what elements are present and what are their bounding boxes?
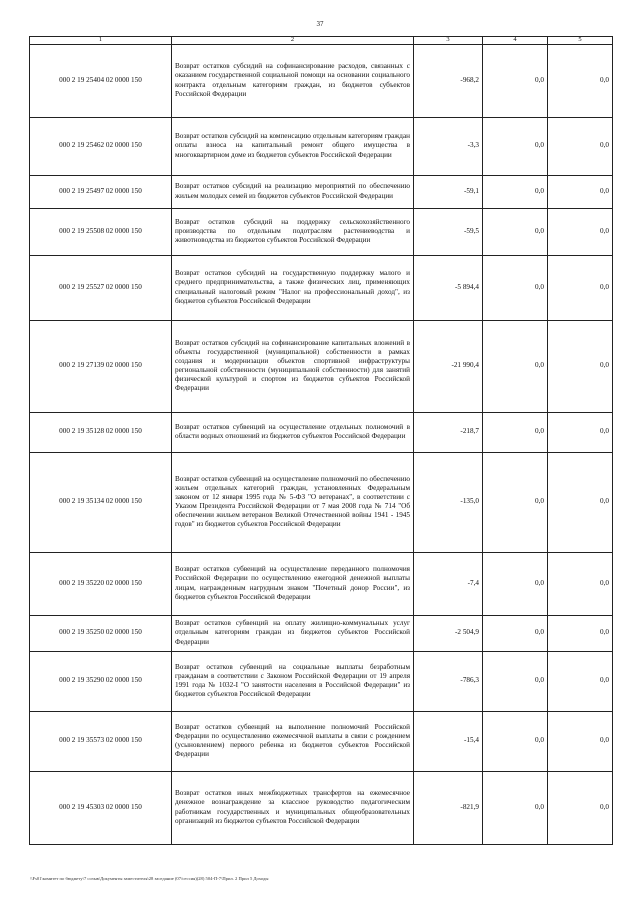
budget-code-cell: 000 2 19 25404 02 0000 150: [30, 44, 172, 117]
header-cell: 3: [414, 37, 483, 45]
amount-col3-cell: -786,3: [414, 651, 483, 711]
table-row: [30, 117, 613, 175]
description-cell: Возврат остатков субвенций на социальные выплаты безработным гражданам в соответствии с Законом Российской Федерации от 19 апреля 1991 года № 1032-I "О занятости населения в Российской Федерации" из бюджетов субъектов Российской Федерации: [172, 651, 414, 711]
amount-col3-cell: -7,4: [414, 552, 483, 615]
amount-col5-cell: 0,0: [548, 552, 613, 615]
table-row: [30, 412, 613, 452]
amount-col4-cell: 0,0: [483, 412, 548, 452]
budget-code-cell: 000 2 19 27139 02 0000 150: [30, 320, 172, 412]
revenue-table: [29, 36, 613, 845]
header-cell: 5: [548, 37, 613, 45]
amount-col5-cell: 0,0: [548, 452, 613, 552]
budget-code-cell: 000 2 19 25497 02 0000 150: [30, 175, 172, 208]
amount-col3-cell: -968,2: [414, 44, 483, 117]
amount-col5-cell: 0,0: [548, 175, 613, 208]
amount-col4-cell: 0,0: [483, 452, 548, 552]
footer-file-path: \\Fs01\комитет по бюджету\7 созыв\Документы заместителя\28 заседание (07/сессия)(28) 504-П-7\Прил. 2 Прил 5 Доходы: [30, 876, 269, 881]
description-cell: Возврат остатков субсидий на поддержку сельскохозяйственного производства по отдельным подотраслям растениеводства и животноводства из бюджетов субъектов Российской Федерации: [172, 208, 414, 255]
budget-code-cell: 000 2 19 35290 02 0000 150: [30, 651, 172, 711]
table-header-row: [30, 37, 613, 45]
amount-col4-cell: 0,0: [483, 255, 548, 320]
amount-col3-cell: -21 990,4: [414, 320, 483, 412]
amount-col5-cell: 0,0: [548, 651, 613, 711]
amount-col3-cell: -59,5: [414, 208, 483, 255]
description-cell: Возврат остатков субвенций на осуществление отдельных полномочий в области водных отношений из бюджетов субъектов Российской Федерации: [172, 412, 414, 452]
budget-code-cell: 000 2 19 35134 02 0000 150: [30, 452, 172, 552]
amount-col5-cell: 0,0: [548, 771, 613, 844]
header-cell: 1: [30, 37, 172, 45]
budget-code-cell: 000 2 19 35573 02 0000 150: [30, 711, 172, 771]
table-row: [30, 208, 613, 255]
amount-col3-cell: -3,3: [414, 117, 483, 175]
budget-code-cell: 000 2 19 25527 02 0000 150: [30, 255, 172, 320]
budget-code-cell: 000 2 19 35250 02 0000 150: [30, 615, 172, 651]
amount-col4-cell: 0,0: [483, 615, 548, 651]
amount-col5-cell: 0,0: [548, 320, 613, 412]
budget-code-cell: 000 2 19 35220 02 0000 150: [30, 552, 172, 615]
amount-col4-cell: 0,0: [483, 117, 548, 175]
amount-col5-cell: 0,0: [548, 412, 613, 452]
amount-col5-cell: 0,0: [548, 255, 613, 320]
table-row: [30, 711, 613, 771]
amount-col4-cell: 0,0: [483, 320, 548, 412]
amount-col3-cell: -135,0: [414, 452, 483, 552]
amount-col4-cell: 0,0: [483, 651, 548, 711]
amount-col3-cell: -15,4: [414, 711, 483, 771]
description-cell: Возврат остатков субсидий на реализацию мероприятий по обеспечению жильем молодых семей из бюджетов субъектов Российской Федерации: [172, 175, 414, 208]
description-cell: Возврат остатков субсидий на софинансирование расходов, связанных с оказанием государственной социальной помощи на основании социального контракта отдельным категориям граждан, из бюджетов субъектов Российской Федерации: [172, 44, 414, 117]
amount-col3-cell: -2 504,9: [414, 615, 483, 651]
budget-code-cell: 000 2 19 25508 02 0000 150: [30, 208, 172, 255]
header-cell: 2: [172, 37, 414, 45]
amount-col3-cell: -821,9: [414, 771, 483, 844]
description-cell: Возврат остатков иных межбюджетных трансфертов на ежемесячное денежное вознаграждение за классное руководство педагогическим работникам государственных и муниципальных общеобразовательных организаций из бюджетов субъектов Российской Федерации: [172, 771, 414, 844]
header-cell: 4: [483, 37, 548, 45]
table-row: [30, 175, 613, 208]
amount-col4-cell: 0,0: [483, 711, 548, 771]
description-cell: Возврат остатков субвенций на осуществление переданного полномочия Российской Федерации по осуществлению ежегодной денежной выплаты лицам, награжденным нагрудным знаком "Почетный донор России", из бюджетов субъектов Российской Федерации: [172, 552, 414, 615]
amount-col3-cell: -218,7: [414, 412, 483, 452]
table-row: [30, 651, 613, 711]
table-row: [30, 552, 613, 615]
amount-col4-cell: 0,0: [483, 175, 548, 208]
amount-col5-cell: 0,0: [548, 615, 613, 651]
table-row: [30, 320, 613, 412]
amount-col3-cell: -5 894,4: [414, 255, 483, 320]
amount-col4-cell: 0,0: [483, 552, 548, 615]
table-row: [30, 452, 613, 552]
amount-col3-cell: -59,1: [414, 175, 483, 208]
amount-col5-cell: 0,0: [548, 711, 613, 771]
amount-col4-cell: 0,0: [483, 208, 548, 255]
budget-code-cell: 000 2 19 45303 02 0000 150: [30, 771, 172, 844]
amount-col5-cell: 0,0: [548, 117, 613, 175]
description-cell: Возврат остатков субвенций на оплату жилищно-коммунальных услуг отдельным категориям граждан из бюджетов субъектов Российской Федерации: [172, 615, 414, 651]
page-number: 37: [316, 20, 324, 28]
budget-code-cell: 000 2 19 35128 02 0000 150: [30, 412, 172, 452]
amount-col4-cell: 0,0: [483, 771, 548, 844]
amount-col5-cell: 0,0: [548, 208, 613, 255]
table-row: [30, 255, 613, 320]
description-cell: Возврат остатков субсидий на компенсацию отдельным категориям граждан оплаты взноса на капитальный ремонт общего имущества в многоквартирном доме из бюджетов субъектов Российской Федерации: [172, 117, 414, 175]
table-row: [30, 44, 613, 117]
description-cell: Возврат остатков субсидий на государственную поддержку малого и среднего предпринимательства, а также физических лиц, применяющих специальный налоговый режим "Налог на профессиональный доход", из бюджетов субъектов Российской Федерации: [172, 255, 414, 320]
description-cell: Возврат остатков субвенций на выполнение полномочий Российской Федерации по осуществлению ежемесячной выплаты в связи с рождением (усыновлением) первого ребенка из бюджетов субъектов Российской Федерации: [172, 711, 414, 771]
table-row: [30, 615, 613, 651]
description-cell: Возврат остатков субсидий на софинансирование капитальных вложений в объекты государственной (муниципальной) собственности в рамках создания и модернизации объектов спортивной инфраструктуры региональной собственности (муниципальной собственности) для занятий физической культурой и спортом из бюджетов субъектов Российской Федерации: [172, 320, 414, 412]
table-row: [30, 771, 613, 844]
budget-code-cell: 000 2 19 25462 02 0000 150: [30, 117, 172, 175]
amount-col5-cell: 0,0: [548, 44, 613, 117]
amount-col4-cell: 0,0: [483, 44, 548, 117]
description-cell: Возврат остатков субвенций на осуществление полномочий по обеспечению жильем отдельных категорий граждан, установленных Федеральным законом от 12 января 1995 года № 5-ФЗ "О ветеранах", в соответствии с Указом Президента Российской Федерации от 7 мая 2008 года № 714 "Об обеспечении жильем ветеранов Великой Отечественной войны 1941 - 1945 годов" из бюджетов субъектов Российской Федерации: [172, 452, 414, 552]
